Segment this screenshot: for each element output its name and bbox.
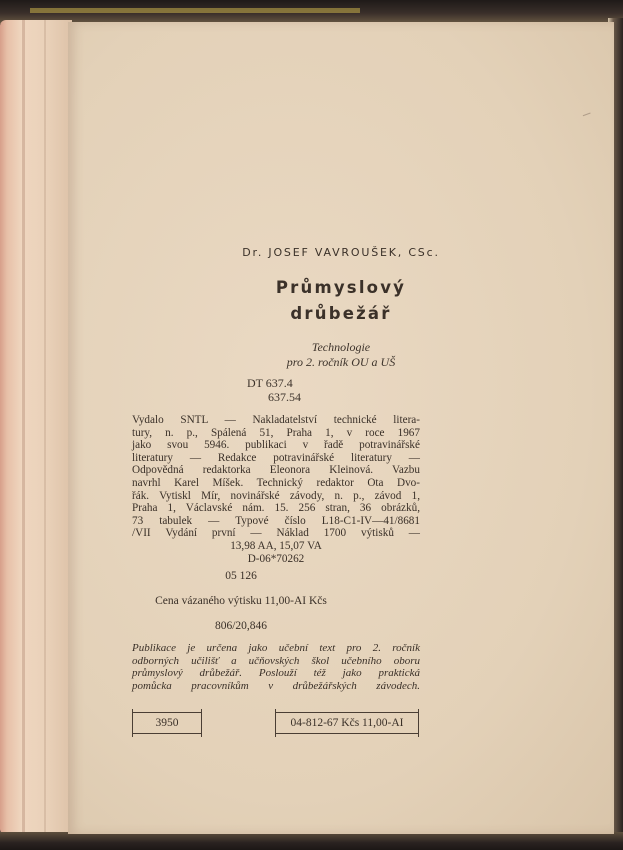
dt-classification-2: 637.54	[268, 390, 301, 404]
imprint-line: 73 tabulek — Typové číslo L18-C1-IV—41/8681	[132, 514, 420, 527]
publication-note-line: Publikace je určena jako učební text pro 2. ročník	[132, 642, 420, 654]
catalog-code: 05 126	[225, 570, 257, 582]
book-bottom-edge	[0, 832, 623, 850]
dt-classification-1: DT 637.4	[247, 376, 293, 390]
book-title-line-1: Průmyslový	[275, 278, 407, 297]
pencil-mark	[581, 109, 590, 116]
publication-note	[132, 642, 420, 692]
imprint-line: tury, n. p., Spálená 51, Praha 1, v roce 1967	[132, 426, 420, 439]
book-top-edge	[0, 0, 623, 24]
imprint-line: jako svou 5946. publikaci v řadě potravinářské	[132, 439, 420, 452]
author-name: Dr. JOSEF VAVROUŠEK, CSc.	[242, 246, 440, 259]
subtitle-line-2: pro 2. ročník OU a UŠ	[286, 355, 396, 369]
page-edges-left	[0, 20, 72, 835]
imprint-line: 13,98 AA, 15,07 VA	[230, 539, 322, 552]
imprint-line: Odpovědná redaktorka Eleonora Kleinová. Vazbu	[132, 464, 420, 477]
price-line: Cena vázaného výtisku 11,00-AI Kčs	[155, 595, 327, 607]
price-code-box: 04-812-67 Kčs 11,00-AI	[275, 712, 419, 734]
imprint-line: Praha 1, Václavské nám. 15. 256 stran, 36 obrázků,	[132, 502, 420, 515]
imprint-line: /VII Vydání první — Náklad 1700 výtisků —	[132, 527, 420, 540]
book-page	[68, 22, 614, 834]
publication-note-line: pomůcka pracovníkům v drůbežářských závodech.	[132, 679, 420, 692]
imprint-line: D-06*70262	[247, 552, 305, 565]
book-title-line-2: drůbežář	[290, 304, 392, 323]
imprint-line: navrhl Karel Míšek. Technický redaktor Ota Dvo-	[132, 476, 420, 489]
imprint-line: řák. Vytiskl Mír, novinářské závody, n. p., závod 1,	[132, 489, 420, 502]
imprint-block	[132, 414, 420, 565]
publication-note-line: odborných učilišť a učňovských škol učebního oboru	[132, 654, 420, 667]
print-code: 806/20,846	[214, 620, 268, 632]
publication-note-line: průmyslový drůbežář. Poslouží též jako praktická	[132, 667, 420, 680]
imprint-line: literatury — Redakce potravinářské literatury —	[132, 451, 420, 464]
edition-number-box: 3950	[132, 712, 202, 734]
imprint-line: Vydalo SNTL — Nakladatelství technické litera-	[132, 414, 420, 426]
subtitle-line-1: Technologie	[311, 340, 371, 354]
